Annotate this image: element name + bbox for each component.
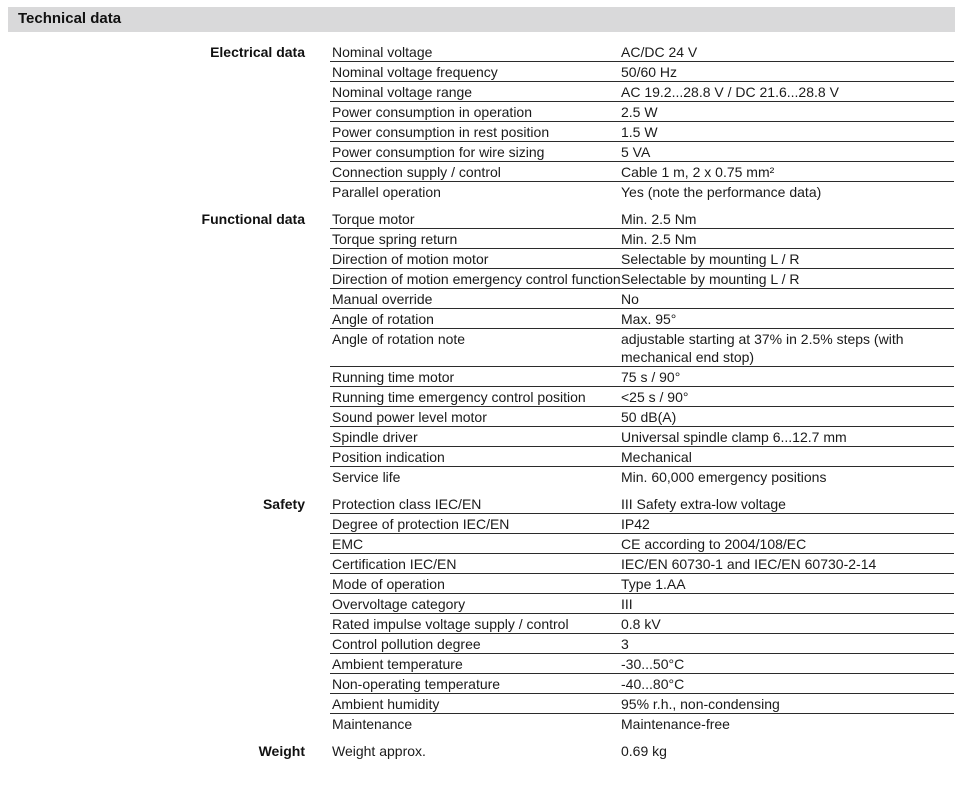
section [0, 741, 963, 760]
table-row [330, 407, 954, 427]
property-value: No [621, 291, 639, 307]
table-row [330, 614, 954, 634]
table-row [330, 741, 954, 760]
section [0, 42, 963, 201]
table-row [330, 249, 954, 269]
property-name: Position indication [332, 449, 445, 465]
property-name: Manual override [332, 291, 433, 307]
property-value: 75 s / 90° [621, 369, 681, 385]
property-name: Parallel operation [332, 184, 441, 200]
property-name: Protection class IEC/EN [332, 496, 482, 512]
table-row [330, 102, 954, 122]
table-row [330, 674, 954, 694]
property-value: -40...80°C [621, 676, 685, 692]
section-rows [330, 494, 954, 733]
table-row [330, 714, 954, 733]
property-value: Max. 95° [621, 311, 677, 327]
technical-data-table [0, 42, 963, 768]
table-row [330, 82, 954, 102]
section-rows [330, 741, 954, 760]
section-label: Electrical data [210, 44, 305, 60]
property-value: Maintenance-free [621, 716, 730, 732]
table-row [330, 122, 954, 142]
table-row [330, 694, 954, 714]
table-row [330, 447, 954, 467]
page-title: Technical data [18, 10, 122, 27]
table-row [330, 269, 954, 289]
property-name: Ambient humidity [332, 696, 440, 712]
table-row [330, 467, 954, 486]
header-bar [8, 7, 955, 32]
property-value: III [621, 596, 633, 612]
property-value: IEC/EN 60730-1 and IEC/EN 60730-2-14 [621, 556, 877, 572]
property-value: Cable 1 m, 2 x 0.75 mm² [621, 164, 775, 180]
property-value: 1.5 W [621, 124, 658, 140]
property-value: Yes (note the performance data) [621, 184, 822, 200]
property-value: Selectable by mounting L / R [621, 251, 800, 267]
property-value: AC/DC 24 V [621, 44, 698, 60]
table-row [330, 229, 954, 249]
property-name: Power consumption for wire sizing [332, 144, 545, 160]
table-row [330, 574, 954, 594]
property-name: EMC [332, 536, 364, 552]
property-name: Nominal voltage frequency [332, 64, 498, 80]
property-name: Mode of operation [332, 576, 445, 592]
property-name: Power consumption in operation [332, 104, 533, 120]
property-name: Direction of motion motor [332, 251, 489, 267]
property-value: 3 [621, 636, 629, 652]
table-row [330, 514, 954, 534]
table-row [330, 534, 954, 554]
table-row [330, 494, 954, 514]
property-value: Min. 60,000 emergency positions [621, 469, 827, 485]
table-row [330, 162, 954, 182]
property-value: III Safety extra-low voltage [621, 496, 786, 512]
property-value: Universal spindle clamp 6...12.7 mm [621, 429, 847, 445]
property-name: Ambient temperature [332, 656, 463, 672]
section [0, 494, 963, 733]
table-row [330, 594, 954, 614]
table-row [330, 554, 954, 574]
property-value: CE according to 2004/108/EC [621, 536, 807, 552]
property-value: 0.69 kg [621, 743, 667, 759]
section-rows [330, 209, 954, 486]
table-row [330, 634, 954, 654]
table-row [330, 182, 954, 201]
section-label: Weight [258, 743, 305, 759]
property-name: Control pollution degree [332, 636, 481, 652]
property-value: 5 VA [621, 144, 651, 160]
property-value: Selectable by mounting L / R [621, 271, 800, 287]
section-rows [330, 42, 954, 201]
property-value: 50/60 Hz [621, 64, 678, 80]
property-value: 95% r.h., non-condensing [621, 696, 780, 712]
property-value: 0.8 kV [621, 616, 661, 632]
table-row [330, 387, 954, 407]
property-name: Power consumption in rest position [332, 124, 550, 140]
property-name: Angle of rotation [332, 311, 434, 327]
property-value: Min. 2.5 Nm [621, 231, 697, 247]
property-value: AC 19.2...28.8 V / DC 21.6...28.8 V [621, 84, 839, 100]
property-name: Sound power level motor [332, 409, 487, 425]
property-name: Rated impulse voltage supply / control [332, 616, 569, 632]
property-name: Running time emergency control position [332, 389, 586, 405]
property-name: Nominal voltage [332, 44, 433, 60]
property-value: -30...50°C [621, 656, 685, 672]
property-value: adjustable starting at 37% in 2.5% steps (with mechanical end stop) [621, 331, 904, 365]
table-row [330, 209, 954, 229]
property-name: Weight approx. [332, 743, 426, 759]
property-name: Torque spring return [332, 231, 458, 247]
table-row [330, 329, 954, 367]
property-name: Maintenance [332, 716, 413, 732]
section-label: Functional data [201, 211, 305, 227]
table-row [330, 289, 954, 309]
property-name: Angle of rotation note [332, 331, 466, 347]
property-value: 50 dB(A) [621, 409, 677, 425]
property-value: IP42 [621, 516, 650, 532]
property-value: Type 1.AA [621, 576, 686, 592]
property-name: Torque motor [332, 211, 415, 227]
section-label: Safety [262, 496, 305, 512]
property-value: Min. 2.5 Nm [621, 211, 697, 227]
table-row [330, 654, 954, 674]
property-name: Nominal voltage range [332, 84, 473, 100]
table-row [330, 142, 954, 162]
property-name: Connection supply / control [332, 164, 501, 180]
property-name: Certification IEC/EN [332, 556, 457, 572]
property-name: Overvoltage category [332, 596, 466, 612]
table-row [330, 367, 954, 387]
property-value: Mechanical [621, 449, 692, 465]
property-name: Spindle driver [332, 429, 418, 445]
property-name: Non-operating temperature [332, 676, 501, 692]
property-name: Degree of protection IEC/EN [332, 516, 510, 532]
section [0, 209, 963, 486]
property-name: Running time motor [332, 369, 455, 385]
property-value: <25 s / 90° [621, 389, 689, 405]
property-name: Service life [332, 469, 401, 485]
table-row [330, 427, 954, 447]
table-row [330, 309, 954, 329]
table-row [330, 42, 954, 62]
property-value: 2.5 W [621, 104, 658, 120]
property-name: Direction of motion emergency control function [332, 271, 621, 287]
table-row [330, 62, 954, 82]
